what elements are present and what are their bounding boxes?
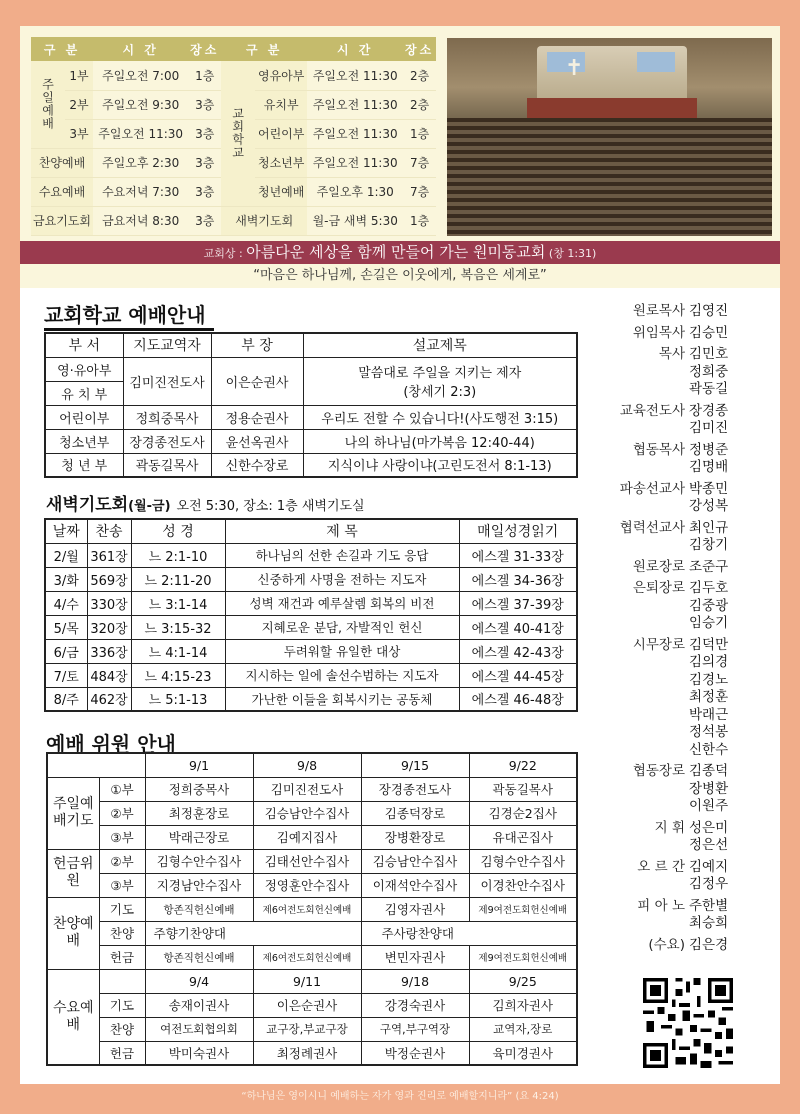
- staff-names: [689, 763, 774, 816]
- name-cell: 항존직헌신예배: [145, 945, 253, 969]
- name-cell: 제6여전도회헌신예배: [253, 897, 361, 921]
- row-label: 청년예배: [255, 177, 307, 206]
- dawn-bible-cell: 느 3:15-32: [131, 615, 225, 639]
- staff-row: [598, 637, 774, 760]
- service-place: 2층: [403, 90, 436, 119]
- footer-verse-ref: (요 4:24): [512, 1091, 559, 1102]
- staff-role: 목사: [658, 346, 685, 362]
- staff-name: 최정훈: [689, 689, 729, 705]
- dawn-bible-cell: 느 4:1-14: [131, 639, 225, 663]
- staff-name: 김은경: [689, 936, 729, 953]
- name-cell: 지경남안수집사: [145, 873, 253, 897]
- col-header: 구 분: [31, 37, 93, 61]
- footer-verse-text: “하나님은 영이시니 예배하는 자가 영과 진리로 예배할지니라”: [241, 1091, 513, 1102]
- name-cell: 김형수안수집사: [469, 849, 577, 873]
- name-cell: 최정훈장로: [145, 801, 253, 825]
- staff-names: [689, 403, 774, 438]
- dawn-reading-cell: 에스겔 40-41장: [459, 615, 577, 639]
- staff-row: [598, 346, 774, 399]
- name-cell: 유대곤집사: [469, 825, 577, 849]
- name-cell: 교역자,장로: [469, 1017, 577, 1041]
- dept-cell: 청 년 부: [45, 453, 123, 477]
- banner-text: 아름다운 세상을 함께 만들어 가는 원미동교회: [246, 243, 546, 261]
- staff-name: 김두호: [689, 580, 729, 596]
- staff-role: 피 아 노: [637, 897, 685, 914]
- offering-group-label: 헌금위원: [47, 849, 99, 897]
- pastor-cell: 김미진전도사: [123, 357, 211, 405]
- staff-name: 김경노: [689, 671, 729, 688]
- staff-name: 박래근: [689, 706, 729, 723]
- staff-names: [689, 637, 774, 760]
- row-label: 수요예배: [31, 177, 93, 206]
- staff-row: [598, 403, 774, 438]
- name-cell: 구역,부구역장: [361, 1017, 469, 1041]
- head-cell: 윤선옥권사: [211, 429, 303, 453]
- dawn-date-cell: 3/화: [45, 567, 87, 591]
- dawn-hymn-cell: 320장: [87, 615, 131, 639]
- staff-role: 시무장로: [632, 636, 685, 653]
- head-cell: 정용순권사: [211, 405, 303, 429]
- row-label: 3부: [65, 119, 93, 148]
- dawn-title-cell: 두려워할 유일한 대상: [225, 639, 459, 663]
- dawn-hymn-cell: 330장: [87, 591, 131, 615]
- school-worship-title: 교회학교 예배안내: [44, 303, 214, 331]
- dawn-row: [45, 615, 577, 639]
- staff-name: 신한수: [689, 741, 729, 758]
- staff-row: [598, 937, 774, 955]
- staff-name: 김영진: [689, 303, 729, 319]
- staff-row: [598, 303, 774, 321]
- service-place: 7층: [403, 177, 436, 206]
- sunday-group-label: 주일예배: [31, 61, 65, 148]
- service-time: 주일오후 1:30: [307, 177, 403, 206]
- name-cell: 정영훈안수집사: [253, 873, 361, 897]
- col-header: 찬송: [87, 519, 131, 543]
- staff-name: 박종민: [689, 480, 729, 497]
- dawn-title-cell: 신중하게 사명을 전하는 지도자: [225, 567, 459, 591]
- dawn-row: [45, 687, 577, 711]
- sermon-cell: 우리도 전할 수 있습니다!(사도행전 3:15): [303, 405, 577, 429]
- wed-group-label: 수요예배: [47, 969, 99, 1065]
- staff-name: 주한별: [689, 897, 729, 914]
- name-cell: 김승남안수집사: [361, 849, 469, 873]
- dawn-hymn-cell: 361장: [87, 543, 131, 567]
- name-cell: 이재석안수집사: [361, 873, 469, 897]
- staff-name: 김예지: [689, 858, 729, 875]
- col-header: 시 간: [307, 37, 403, 61]
- dawn-reading-cell: 에스겔 31-33장: [459, 543, 577, 567]
- service-time: 주일오전 9:30: [93, 90, 188, 119]
- staff-name: 김창기: [689, 537, 729, 553]
- sermon-cell: 나의 하나님(마가복음 12:40-44): [303, 429, 577, 453]
- service-place: 3층: [188, 177, 221, 206]
- staff-name: 조준구: [689, 558, 729, 575]
- sermon-cell: [303, 357, 577, 405]
- dawn-row: [45, 663, 577, 687]
- staff-name: 김민호: [689, 346, 729, 362]
- pastor-cell: 정희중목사: [123, 405, 211, 429]
- staff-name: 정희중: [689, 363, 729, 380]
- service-place: 2층: [403, 61, 436, 90]
- staff-names: [689, 303, 774, 321]
- part-label: ②부: [99, 801, 145, 825]
- name-cell: 장병환장로: [361, 825, 469, 849]
- staff-name: 장병환: [689, 780, 729, 797]
- dawn-prayer-title: 새벽기도회: [46, 495, 129, 515]
- dawn-reading-cell: 에스겔 46-48장: [459, 687, 577, 711]
- staff-names: [689, 520, 774, 555]
- staff-row: [598, 520, 774, 555]
- service-place: 1층: [403, 119, 436, 148]
- choir-cell: 주향기찬양대: [145, 921, 361, 945]
- name-cell: 항존직헌신예배: [145, 897, 253, 921]
- name-cell: 곽동길목사: [469, 777, 577, 801]
- dawn-hymn-cell: 569장: [87, 567, 131, 591]
- service-place: 1층: [403, 206, 436, 235]
- staff-name: 임승기: [689, 615, 729, 631]
- part-label: 찬양: [99, 921, 145, 945]
- staff-row: [598, 442, 774, 477]
- sermon-title: 말씀대로 주일을 지키는 제자: [358, 366, 522, 381]
- dawn-row: [45, 567, 577, 591]
- col-header: 장소: [188, 37, 221, 61]
- dawn-bible-cell: 느 2:11-20: [131, 567, 225, 591]
- part-label: ③부: [99, 825, 145, 849]
- date-header: 9/4: [145, 969, 253, 993]
- dawn-reading-cell: 에스겔 42-43장: [459, 639, 577, 663]
- name-cell: 강경숙권사: [361, 993, 469, 1017]
- worship-committee-title: 예배 위원 안내: [46, 732, 176, 756]
- row-label: 유치부: [255, 90, 307, 119]
- service-time: 주일오전 11:30: [307, 90, 403, 119]
- staff-row: [598, 763, 774, 816]
- staff-name: 정병준: [689, 441, 729, 458]
- dawn-row: [45, 543, 577, 567]
- dawn-date-cell: 6/금: [45, 639, 87, 663]
- staff-role: 협동장로: [632, 763, 685, 779]
- col-header: 날짜: [45, 519, 87, 543]
- staff-name: 강성복: [689, 498, 729, 514]
- church-vision-banner: [20, 241, 780, 264]
- dawn-bible-cell: 느 3:1-14: [131, 591, 225, 615]
- dawn-date-cell: 2/월: [45, 543, 87, 567]
- name-cell: 제6여전도회헌신예배: [253, 945, 361, 969]
- staff-name: 정은선: [689, 837, 729, 853]
- name-cell: 김승남안수집사: [253, 801, 361, 825]
- staff-names: [689, 859, 774, 894]
- name-cell: 교구장,부교구장: [253, 1017, 361, 1041]
- staff-name: 김중광: [689, 597, 729, 614]
- part-label: 기도: [99, 993, 145, 1017]
- col-header: 매일성경읽기: [459, 519, 577, 543]
- staff-role: 협력선교사: [619, 519, 685, 536]
- staff-name: 김미진: [689, 420, 729, 436]
- row-label: 찬양예배: [31, 148, 93, 177]
- service-time: 주일오전 11:30: [93, 119, 188, 148]
- staff-role: (수요): [648, 936, 685, 953]
- part-label: ②부: [99, 849, 145, 873]
- name-cell: 이은순권사: [253, 993, 361, 1017]
- service-time: 주일오후 2:30: [93, 148, 188, 177]
- part-label: 헌금: [99, 945, 145, 969]
- worship-committee-table: [46, 752, 578, 1066]
- staff-role: 은퇴장로: [632, 580, 685, 596]
- staff-name: 김명배: [689, 459, 729, 475]
- dept-cell: 영·유아부: [45, 357, 123, 381]
- school-worship-table: [44, 332, 578, 478]
- school-group-label: 교회학교: [221, 61, 255, 206]
- staff-role: 파송선교사: [619, 480, 685, 497]
- staff-names: [689, 820, 774, 855]
- col-header: 부 서: [45, 333, 123, 357]
- head-cell: 이은순권사: [211, 357, 303, 405]
- staff-directory: [598, 303, 774, 958]
- col-header: 설교제목: [303, 333, 577, 357]
- name-cell: 이경찬안수집사: [469, 873, 577, 897]
- sermon-cell: 지식이냐 사랑이냐(고린도전서 8:1-13): [303, 453, 577, 477]
- staff-name: 성은미: [689, 819, 729, 836]
- dawn-bible-cell: 느 4:15-23: [131, 663, 225, 687]
- col-header: 장소: [403, 37, 436, 61]
- dawn-row: [45, 639, 577, 663]
- dawn-reading-cell: 에스겔 44-45장: [459, 663, 577, 687]
- staff-names: [689, 481, 774, 516]
- dawn-row: [45, 591, 577, 615]
- praise-group-label: 찬양예배: [47, 897, 99, 969]
- pastor-cell: 곽동길목사: [123, 453, 211, 477]
- staff-name: 김의경: [689, 654, 729, 670]
- service-time: 주일오전 7:00: [93, 61, 188, 90]
- part-label: 헌금: [99, 1041, 145, 1065]
- staff-row: [598, 481, 774, 516]
- col-header: 성 경: [131, 519, 225, 543]
- dawn-date-cell: 4/수: [45, 591, 87, 615]
- service-time: 주일오전 11:30: [307, 148, 403, 177]
- staff-names: [689, 442, 774, 477]
- qr-code-graphic: [639, 978, 737, 1068]
- staff-row: [598, 325, 774, 343]
- date-header: 9/18: [361, 969, 469, 993]
- name-cell: 최정례권사: [253, 1041, 361, 1065]
- service-place: 3층: [188, 119, 221, 148]
- date-header: 9/8: [253, 753, 361, 777]
- footer-verse: [20, 1084, 780, 1114]
- row-label: 1부: [65, 61, 93, 90]
- row-label: 영유아부: [255, 61, 307, 90]
- dept-cell: 유 치 부: [45, 381, 123, 405]
- banner-ref: (창 1:31): [545, 247, 597, 260]
- name-cell: 박미숙권사: [145, 1041, 253, 1065]
- dawn-hymn-cell: 336장: [87, 639, 131, 663]
- part-label: ③부: [99, 873, 145, 897]
- dawn-date-cell: 8/주: [45, 687, 87, 711]
- service-place: 7층: [403, 148, 436, 177]
- dawn-date-cell: 7/토: [45, 663, 87, 687]
- dawn-date-cell: 5/목: [45, 615, 87, 639]
- sanctuary-photo: ✝: [447, 38, 772, 236]
- service-place: 3층: [188, 90, 221, 119]
- church-motto: “마음은 하나님께, 손길은 이웃에게, 복음은 세계로”: [20, 264, 780, 288]
- staff-names: [689, 559, 774, 577]
- name-cell: 김형수안수집사: [145, 849, 253, 873]
- service-place: 3층: [188, 206, 221, 235]
- name-cell: 김종덕장로: [361, 801, 469, 825]
- service-time: 금요저녁 8:30: [93, 206, 188, 235]
- service-place: 1층: [188, 61, 221, 90]
- name-cell: 제9여전도회헌신예배: [469, 897, 577, 921]
- name-cell: 변민자권사: [361, 945, 469, 969]
- sermon-ref: (창세기 2:3): [403, 385, 477, 400]
- staff-name: 김덕만: [689, 636, 729, 653]
- staff-role: 오 르 간: [637, 858, 685, 875]
- row-label: 새벽기도회: [221, 206, 307, 235]
- dawn-title-cell: 지혜로운 분담, 자발적인 헌신: [225, 615, 459, 639]
- name-cell: 박정순권사: [361, 1041, 469, 1065]
- name-cell: 김희자권사: [469, 993, 577, 1017]
- name-cell: 여전도회협의회: [145, 1017, 253, 1041]
- qr-code-icon[interactable]: [636, 975, 740, 1071]
- part-label: 기도: [99, 897, 145, 921]
- staff-name: 김승민: [689, 324, 729, 341]
- service-time: 월-금 새벽 5:30: [307, 206, 403, 235]
- date-header: 9/1: [145, 753, 253, 777]
- staff-name: 이원주: [689, 798, 729, 814]
- head-cell: 신한수장로: [211, 453, 303, 477]
- name-cell: 김경순2집사: [469, 801, 577, 825]
- staff-role: 원로목사: [632, 303, 685, 319]
- staff-names: [689, 937, 774, 955]
- staff-row: [598, 859, 774, 894]
- col-header: 지도교역자: [123, 333, 211, 357]
- staff-name: 곽동길: [689, 381, 729, 397]
- choir-cell: 주사랑찬양대: [361, 921, 577, 945]
- dawn-reading-cell: 에스겔 34-36장: [459, 567, 577, 591]
- staff-role: 지 휘: [654, 819, 685, 836]
- name-cell: 장경종전도사: [361, 777, 469, 801]
- part-label: 찬양: [99, 1017, 145, 1041]
- dawn-prayer-sub: (월-금): [128, 499, 171, 514]
- staff-row: [598, 580, 774, 633]
- prayer-group-label: 주일예배기도: [47, 777, 99, 849]
- dept-cell: 청소년부: [45, 429, 123, 453]
- name-cell: 정희중목사: [145, 777, 253, 801]
- staff-name: 김정우: [689, 876, 729, 892]
- banner-prefix: 교회상 :: [203, 247, 247, 260]
- name-cell: 제9여전도회헌신예배: [469, 945, 577, 969]
- row-label: 금요기도회: [31, 206, 93, 235]
- name-cell: 김영자권사: [361, 897, 469, 921]
- date-header: 9/22: [469, 753, 577, 777]
- staff-names: [689, 580, 774, 633]
- col-header: 시 간: [93, 37, 188, 61]
- name-cell: 육미경권사: [469, 1041, 577, 1065]
- dawn-prayer-table: [44, 518, 578, 712]
- staff-name: 최승희: [689, 915, 729, 931]
- dawn-prayer-info: 오전 5:30, 장소: 1층 새벽기도실: [176, 499, 365, 514]
- staff-role: 협동목사: [632, 441, 685, 458]
- service-time: 수요저녁 7:30: [93, 177, 188, 206]
- staff-name: 장경종: [689, 402, 729, 419]
- date-header: 9/11: [253, 969, 361, 993]
- staff-names: [689, 346, 774, 399]
- name-cell: 김태선안수집사: [253, 849, 361, 873]
- service-place: 3층: [188, 148, 221, 177]
- col-header: 부 장: [211, 333, 303, 357]
- dawn-title-cell: 지시하는 일에 솔선수범하는 지도자: [225, 663, 459, 687]
- staff-row: [598, 820, 774, 855]
- row-label: 청소년부: [255, 148, 307, 177]
- name-cell: 송재이권사: [145, 993, 253, 1017]
- dawn-hymn-cell: 462장: [87, 687, 131, 711]
- dawn-reading-cell: 에스겔 37-39장: [459, 591, 577, 615]
- row-label: 2부: [65, 90, 93, 119]
- staff-name: 김종덕: [689, 763, 729, 779]
- dawn-prayer-heading: [46, 490, 365, 515]
- staff-role: 교육전도사: [619, 402, 685, 419]
- pastor-cell: 장경종전도사: [123, 429, 211, 453]
- staff-names: [689, 325, 774, 343]
- dept-cell: 어린이부: [45, 405, 123, 429]
- col-header: 제 목: [225, 519, 459, 543]
- part-label: ①부: [99, 777, 145, 801]
- staff-name: 최인규: [689, 519, 729, 536]
- dawn-title-cell: 가난한 이들을 회복시키는 공동체: [225, 687, 459, 711]
- date-header: 9/15: [361, 753, 469, 777]
- name-cell: 김미진전도사: [253, 777, 361, 801]
- staff-row: [598, 559, 774, 577]
- dawn-title-cell: 하나님의 선한 손길과 기도 응답: [225, 543, 459, 567]
- dawn-title-cell: 성벽 재건과 예루살렘 회복의 비전: [225, 591, 459, 615]
- date-header: 9/25: [469, 969, 577, 993]
- staff-names: [689, 898, 774, 933]
- dawn-bible-cell: 느 5:1-13: [131, 687, 225, 711]
- name-cell: 김예지집사: [253, 825, 361, 849]
- dawn-hymn-cell: 484장: [87, 663, 131, 687]
- col-header: 구 분: [221, 37, 307, 61]
- service-time: 주일오전 11:30: [307, 119, 403, 148]
- staff-role: 원로장로: [632, 558, 685, 575]
- name-cell: 박래근장로: [145, 825, 253, 849]
- service-time: 주일오전 11:30: [307, 61, 403, 90]
- staff-name: 정석봉: [689, 724, 729, 740]
- dawn-bible-cell: 느 2:1-10: [131, 543, 225, 567]
- service-times-table: [31, 37, 436, 236]
- row-label: 어린이부: [255, 119, 307, 148]
- staff-row: [598, 898, 774, 933]
- staff-role: 위임목사: [632, 324, 685, 341]
